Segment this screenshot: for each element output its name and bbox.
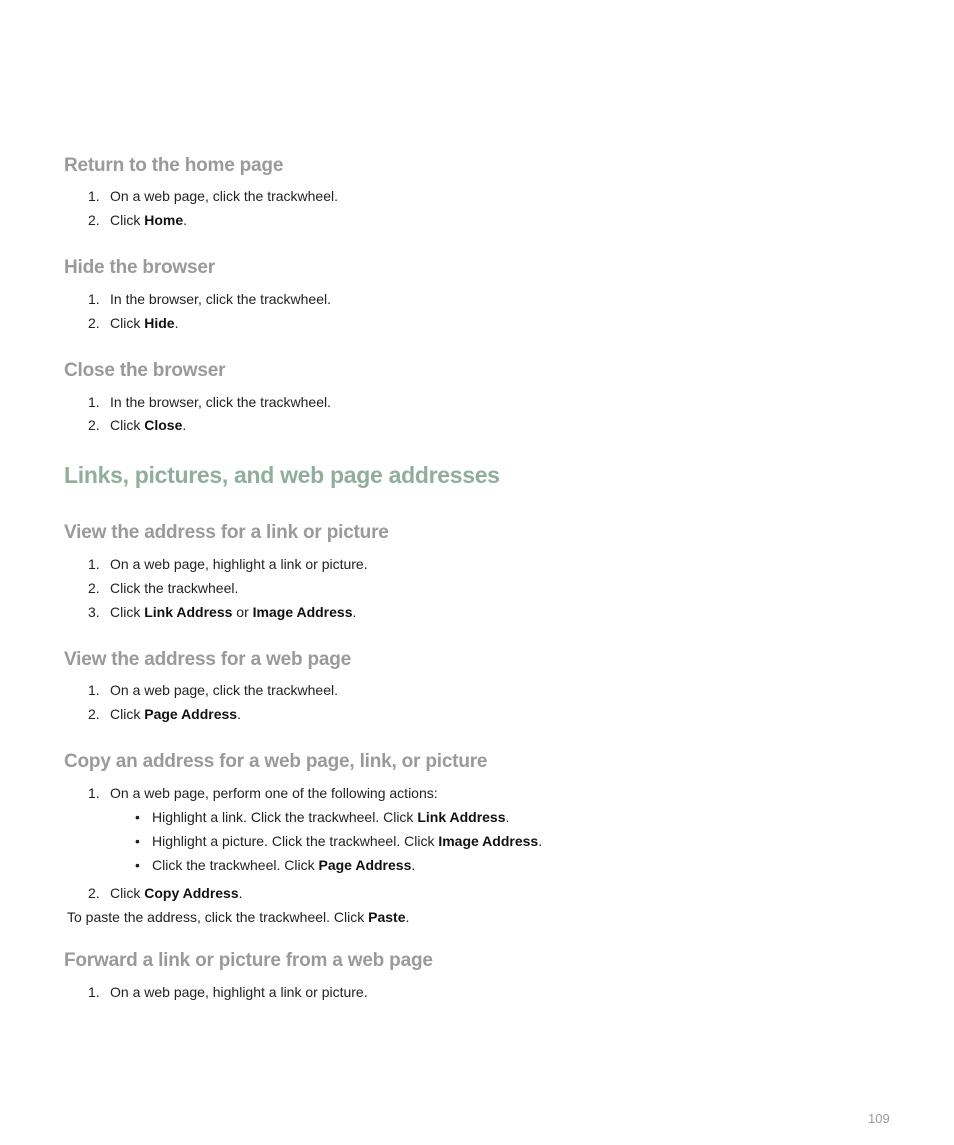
step-text: Click Close. bbox=[110, 417, 187, 433]
bullet-icon: • bbox=[135, 809, 140, 825]
step-number: 2. bbox=[88, 885, 100, 901]
step-number: 1. bbox=[88, 291, 100, 307]
bullet-text: Highlight a picture. Click the trackwheel. Click Image Address. bbox=[152, 833, 543, 849]
step-text: On a web page, click the trackwheel. bbox=[110, 682, 339, 698]
bullet-text: Highlight a link. Click the trackwheel. Click Link Address. bbox=[152, 809, 510, 825]
heading-view-page-address: View the address for a web page bbox=[64, 649, 351, 670]
step-text: On a web page, click the trackwheel. bbox=[110, 188, 339, 204]
heading-return-home: Return to the home page bbox=[64, 155, 284, 176]
step-text: Click Page Address. bbox=[110, 706, 241, 722]
bullet-text: Click the trackwheel. Click Page Address. bbox=[152, 857, 416, 873]
step-number: 1. bbox=[88, 682, 100, 698]
step-text: In the browser, click the trackwheel. bbox=[110, 291, 331, 307]
step-number: 2. bbox=[88, 417, 100, 433]
ui-term: Close bbox=[144, 417, 183, 433]
step-text: Click Copy Address. bbox=[110, 885, 243, 901]
step-number: 3. bbox=[88, 604, 100, 620]
step-text: Click Link Address or Image Address. bbox=[110, 604, 357, 620]
ui-term: Home bbox=[144, 212, 184, 228]
step-number: 1. bbox=[88, 785, 100, 801]
step-number: 1. bbox=[88, 188, 100, 204]
step-number: 2. bbox=[88, 580, 100, 596]
note-text: To paste the address, click the trackwheel. Click Paste. bbox=[67, 909, 410, 925]
heading-hide-browser: Hide the browser bbox=[64, 257, 215, 278]
ui-term: Paste bbox=[368, 909, 406, 925]
step-text: On a web page, perform one of the following actions: bbox=[110, 785, 438, 801]
step-number: 1. bbox=[88, 556, 100, 572]
ui-term: Copy Address bbox=[144, 885, 239, 901]
step-text: Click the trackwheel. bbox=[110, 580, 239, 596]
step-text: On a web page, highlight a link or picture. bbox=[110, 556, 368, 572]
ui-term: Image Address bbox=[438, 833, 539, 849]
section-title: Links, pictures, and web page addresses bbox=[64, 462, 500, 488]
step-number: 2. bbox=[88, 706, 100, 722]
ui-term: Page Address bbox=[318, 857, 412, 873]
step-text: Click Home. bbox=[110, 212, 188, 228]
ui-term: Hide bbox=[144, 315, 175, 331]
heading-close-browser: Close the browser bbox=[64, 360, 226, 381]
bullet-icon: • bbox=[135, 833, 140, 849]
heading-copy-address: Copy an address for a web page, link, or picture bbox=[64, 751, 488, 772]
step-number: 2. bbox=[88, 315, 100, 331]
step-number: 1. bbox=[88, 984, 100, 1000]
ui-term: Link Address bbox=[144, 604, 233, 620]
page-number: 109 bbox=[868, 1111, 890, 1126]
step-number: 2. bbox=[88, 212, 100, 228]
heading-view-link-address: View the address for a link or picture bbox=[64, 522, 389, 543]
step-number: 1. bbox=[88, 394, 100, 410]
heading-forward-link: Forward a link or picture from a web page bbox=[64, 950, 433, 971]
ui-term: Image Address bbox=[252, 604, 353, 620]
ui-term: Page Address bbox=[144, 706, 238, 722]
bullet-icon: • bbox=[135, 857, 140, 873]
ui-term: Link Address bbox=[417, 809, 506, 825]
step-text: In the browser, click the trackwheel. bbox=[110, 394, 331, 410]
step-text: On a web page, highlight a link or picture. bbox=[110, 984, 368, 1000]
step-text: Click Hide. bbox=[110, 315, 179, 331]
